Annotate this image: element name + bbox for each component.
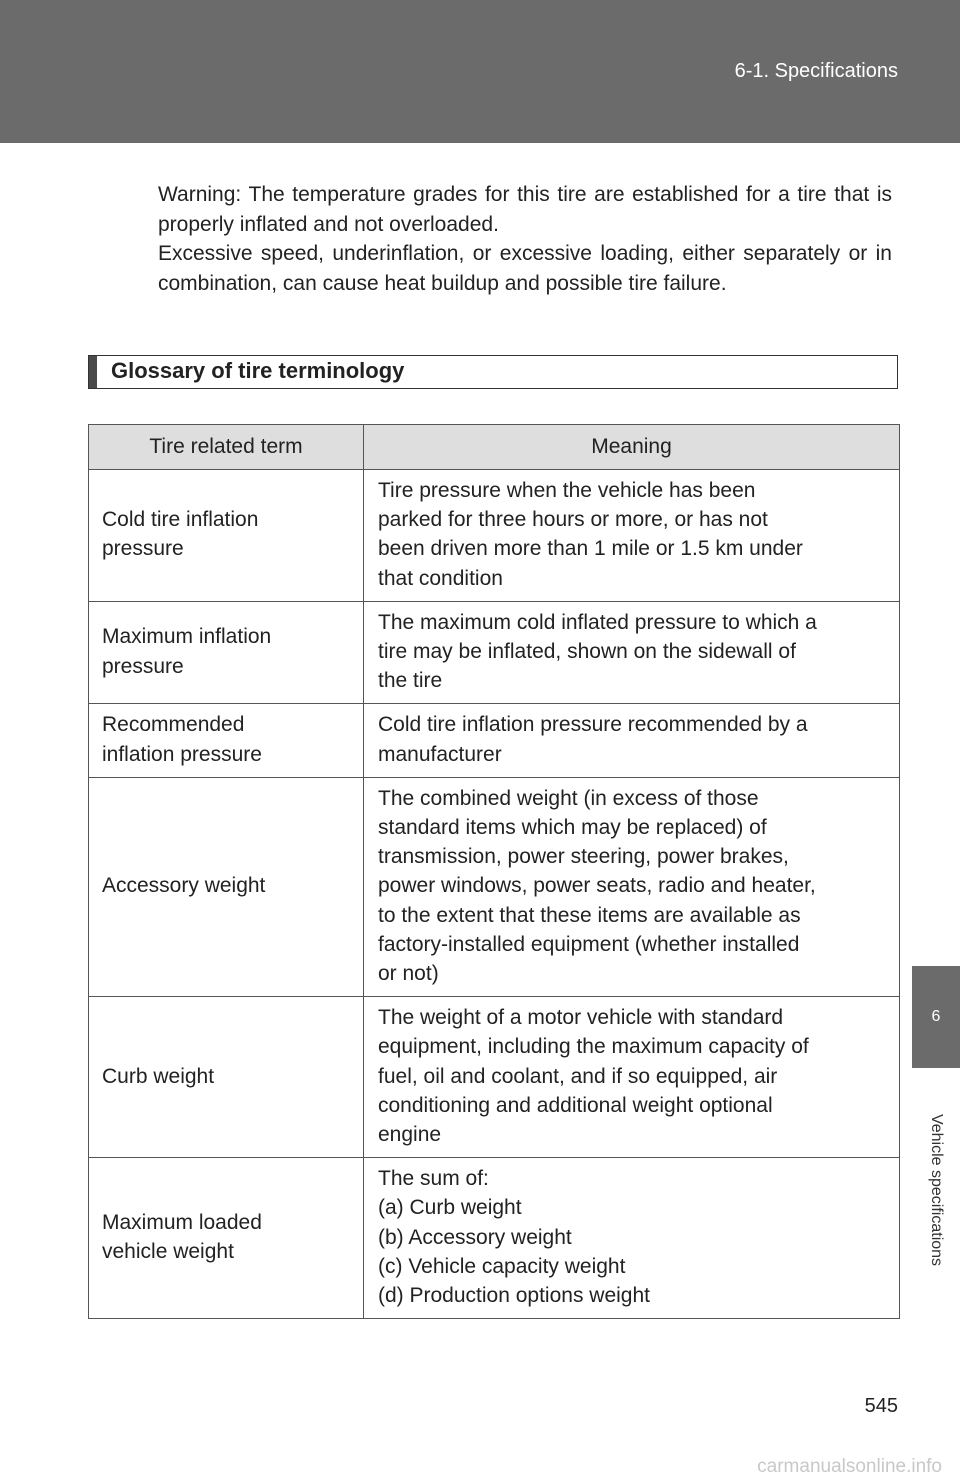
- meaning-line: been driven more than 1 mile or 1.5 km under: [378, 537, 803, 561]
- meaning-line: The maximum cold inflated pressure to which a: [378, 610, 817, 634]
- section-header-title: 6-1. Specifications: [734, 60, 898, 82]
- meaning-cell: [364, 704, 900, 777]
- meaning-line: conditioning and additional weight optional: [378, 1093, 773, 1117]
- term-line: Curb weight: [102, 1064, 215, 1088]
- term-line: inflation pressure: [102, 742, 262, 766]
- section-heading: [88, 355, 898, 389]
- meaning-line: The sum of:: [378, 1167, 489, 1191]
- meaning-line: parked for three hours or more, or has not: [378, 508, 768, 532]
- meaning-cell: [364, 1158, 900, 1319]
- header-meaning: Meaning: [364, 425, 900, 470]
- meaning-cell: [364, 997, 900, 1158]
- header-term: Tire related term: [89, 425, 364, 470]
- chapter-side-label: [912, 1072, 960, 1308]
- term-cell: [89, 997, 364, 1158]
- term-line: pressure: [102, 654, 184, 678]
- glossary-table: [88, 424, 900, 1319]
- meaning-line: (d) Production options weight: [378, 1284, 650, 1308]
- meaning-line: (a) Curb weight: [378, 1196, 522, 1220]
- term-line: Maximum inflation: [102, 625, 272, 649]
- meaning-line: standard items which may be replaced) of: [378, 816, 767, 840]
- table-row: [89, 997, 900, 1158]
- meaning-line: The combined weight (in excess of those: [378, 786, 759, 810]
- meaning-line: equipment, including the maximum capacity of: [378, 1035, 809, 1059]
- warning-paragraph: Warning: The temperature grades for this tire are established for a tire that is properly inflated and not overloaded.: [158, 183, 892, 236]
- table-header-row: [89, 425, 900, 470]
- chapter-title: Vehicle specifications: [928, 1113, 945, 1267]
- meaning-cell: [364, 601, 900, 704]
- meaning-line: engine: [378, 1123, 442, 1147]
- term-cell: [89, 1158, 364, 1319]
- meaning-line: Cold tire inflation pressure recommended by a: [378, 713, 808, 737]
- meaning-cell: [364, 777, 900, 996]
- table-row: [89, 470, 900, 602]
- term-line: pressure: [102, 537, 184, 561]
- meaning-line: fuel, oil and coolant, and if so equipped, air: [378, 1064, 778, 1088]
- meaning-line: to the extent that these items are available as: [378, 903, 801, 927]
- term-line: vehicle weight: [102, 1240, 234, 1264]
- chapter-number: 6: [931, 1008, 941, 1025]
- table-row: [89, 1158, 900, 1319]
- table-row: [89, 704, 900, 777]
- term-line: Cold tire inflation: [102, 508, 259, 532]
- section-title: Glossary of tire terminology: [111, 358, 405, 383]
- term-cell: [89, 601, 364, 704]
- term-line: Recommended: [102, 713, 245, 737]
- meaning-line: the tire: [378, 669, 443, 693]
- term-cell: [89, 777, 364, 996]
- meaning-line: or not): [378, 962, 439, 986]
- meaning-line: (c) Vehicle capacity weight: [378, 1254, 626, 1278]
- watermark: carmanualsonline.info: [757, 1456, 942, 1477]
- section-heading-bar: [89, 356, 97, 388]
- term-cell: [89, 470, 364, 602]
- meaning-line: Tire pressure when the vehicle has been: [378, 479, 756, 502]
- page-number: 545: [864, 1395, 898, 1417]
- term-line: Maximum loaded: [102, 1211, 262, 1235]
- meaning-line: factory-installed equipment (whether installed: [378, 932, 800, 956]
- meaning-line: manufacturer: [378, 742, 502, 766]
- meaning-line: that condition: [378, 566, 503, 590]
- warning-paragraph: Excessive speed, underinflation, or excessive loading, either separately or in combination, can cause heat buildup and possible tire failure.: [158, 242, 892, 295]
- meaning-cell: [364, 470, 900, 602]
- meaning-line: power windows, power seats, radio and heater,: [378, 874, 816, 898]
- table-row: [89, 601, 900, 704]
- meaning-line: (b) Accessory weight: [378, 1225, 572, 1249]
- term-line: Accessory weight: [102, 874, 266, 898]
- meaning-line: The weight of a motor vehicle with standard: [378, 1006, 784, 1030]
- term-cell: [89, 704, 364, 777]
- warning-note: [158, 180, 892, 298]
- meaning-line: tire may be inflated, shown on the sidewall of: [378, 640, 796, 664]
- header-band: [0, 0, 960, 143]
- table-row: [89, 777, 900, 996]
- chapter-tab[interactable]: [912, 966, 960, 1068]
- meaning-line: transmission, power steering, power brakes,: [378, 845, 789, 869]
